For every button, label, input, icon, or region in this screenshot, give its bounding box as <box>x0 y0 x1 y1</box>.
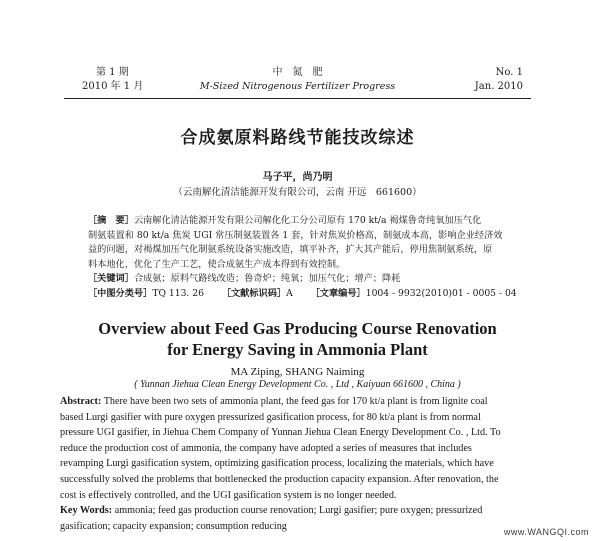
title-cn: 合成氨原料路线节能技改综述 <box>180 128 415 148</box>
doc-code-value: A <box>286 287 293 299</box>
header-right <box>475 66 523 94</box>
article-no-value: 1004 - 9932(2010)01 - 0005 - 04 <box>365 287 517 299</box>
running-header <box>64 66 531 99</box>
abstract-en-line <box>60 394 538 410</box>
year-cn: 2010 年 1 月 <box>82 81 144 92</box>
classification-line <box>88 287 528 302</box>
abstract-cn-label: ［摘 要］ <box>88 215 134 226</box>
abstract-en-label: Abstract: <box>60 396 102 407</box>
affiliation-cn: （云南解化清洁能源开发有限公司，云南 开远 661600） <box>173 187 422 198</box>
abstract-en-line: reduce the production cost of ammonia, the company have adopted a series of measures that includes <box>60 442 472 454</box>
abstract-cn-line <box>88 214 528 229</box>
issue-en: No. 1 <box>495 67 523 78</box>
abstract-cn-line: 益的问题，对褐煤加压气化制氨系统设备实施改造，填平补齐，扩大其产能后，停用焦制氨系统，原 <box>88 244 493 256</box>
keywords-en <box>60 503 538 519</box>
doc-code-label: ［文献标识码］ <box>221 287 287 299</box>
abstract-en-line: revamping Lurgi gasification system, optimizing gasification process, localizing the materials, which have <box>60 458 494 470</box>
title-en-line2: for Energy Saving in Ammonia Plant <box>167 340 428 359</box>
abstract-cn-line: 制氨装置和 80 kt/a 焦炭 UGI 常压制氨装置各 1 套，针对焦炭价格高，制氨成本高，影响企业经济效 <box>88 229 503 241</box>
abstract-cn-text: 云南解化清洁能源开发有限公司解化化工分公司原有 170 kt/a 褐煤鲁奇纯氧加压气化 <box>133 215 482 226</box>
abstract-en <box>60 394 538 534</box>
journal-name-en: M-Sized Nitrogenous Fertilizer Progress <box>199 81 396 92</box>
journal-name-cn: 中 氮 肥 <box>272 67 323 78</box>
authors-en: MA Ziping, SHANG Naiming <box>230 366 365 378</box>
clc-label: ［中图分类号］ <box>88 287 153 299</box>
date-en: Jan. 2010 <box>474 81 523 92</box>
keywords-en-line2: gasification; capacity expansion; consumption reducing <box>60 520 287 532</box>
clc-value: TQ 113. 26 <box>152 287 204 299</box>
keywords-cn <box>88 272 528 287</box>
keywords-cn-text: 合成氨；原料气路线改造；鲁奇炉；纯氧；加压气化；增产；降耗 <box>133 273 401 285</box>
abstract-en-line: based Lurgi gasifier with pure oxygen pressurized gasification process, for 80 kt/a plant is from normal <box>60 411 481 423</box>
abstract-en-line: successfully solved the problems that bottlenecked the production capacity expansion. After renovation, the <box>60 473 499 485</box>
abstract-cn <box>88 214 528 302</box>
title-en-line1: Overview about Feed Gas Producing Course Renovation <box>98 319 497 338</box>
keywords-en-text: ammonia; feed gas production course renovation; Lurgi gasifier; pure oxygen; pressurized <box>114 505 483 517</box>
abstract-en-line: pressure UGI gasifier, in Jiehua Chem Company of Yunnan Jiehua Clean Energy Development Co. , Ltd. To <box>60 427 501 439</box>
abstract-en-text: There have been two sets of ammonia plant, the feed gas for 170 kt/a plant is from lignite coal <box>103 396 488 407</box>
authors-cn: 马子平，尚乃明 <box>262 172 333 183</box>
header-center <box>64 66 531 94</box>
watermark: www.WANGQI.com <box>503 527 589 537</box>
affiliation-en: ( Yunnan Jiehua Clean Energy Development Co. , Ltd , Kaiyuan 661600 , China ) <box>134 379 461 390</box>
abstract-en-line: cost is effectively controlled, and the UGI gasification system is no longer needed. <box>60 489 397 501</box>
keywords-en-label: Key Words: <box>60 505 113 517</box>
article-no-label: ［文章编号］ <box>310 287 366 299</box>
keywords-cn-label: ［关键词］ <box>88 273 134 285</box>
issue-cn: 第 1 期 <box>96 67 129 78</box>
abstract-cn-line: 料本地化，优化了生产工艺，使合成氨生产成本得到有效控制。 <box>88 258 346 270</box>
